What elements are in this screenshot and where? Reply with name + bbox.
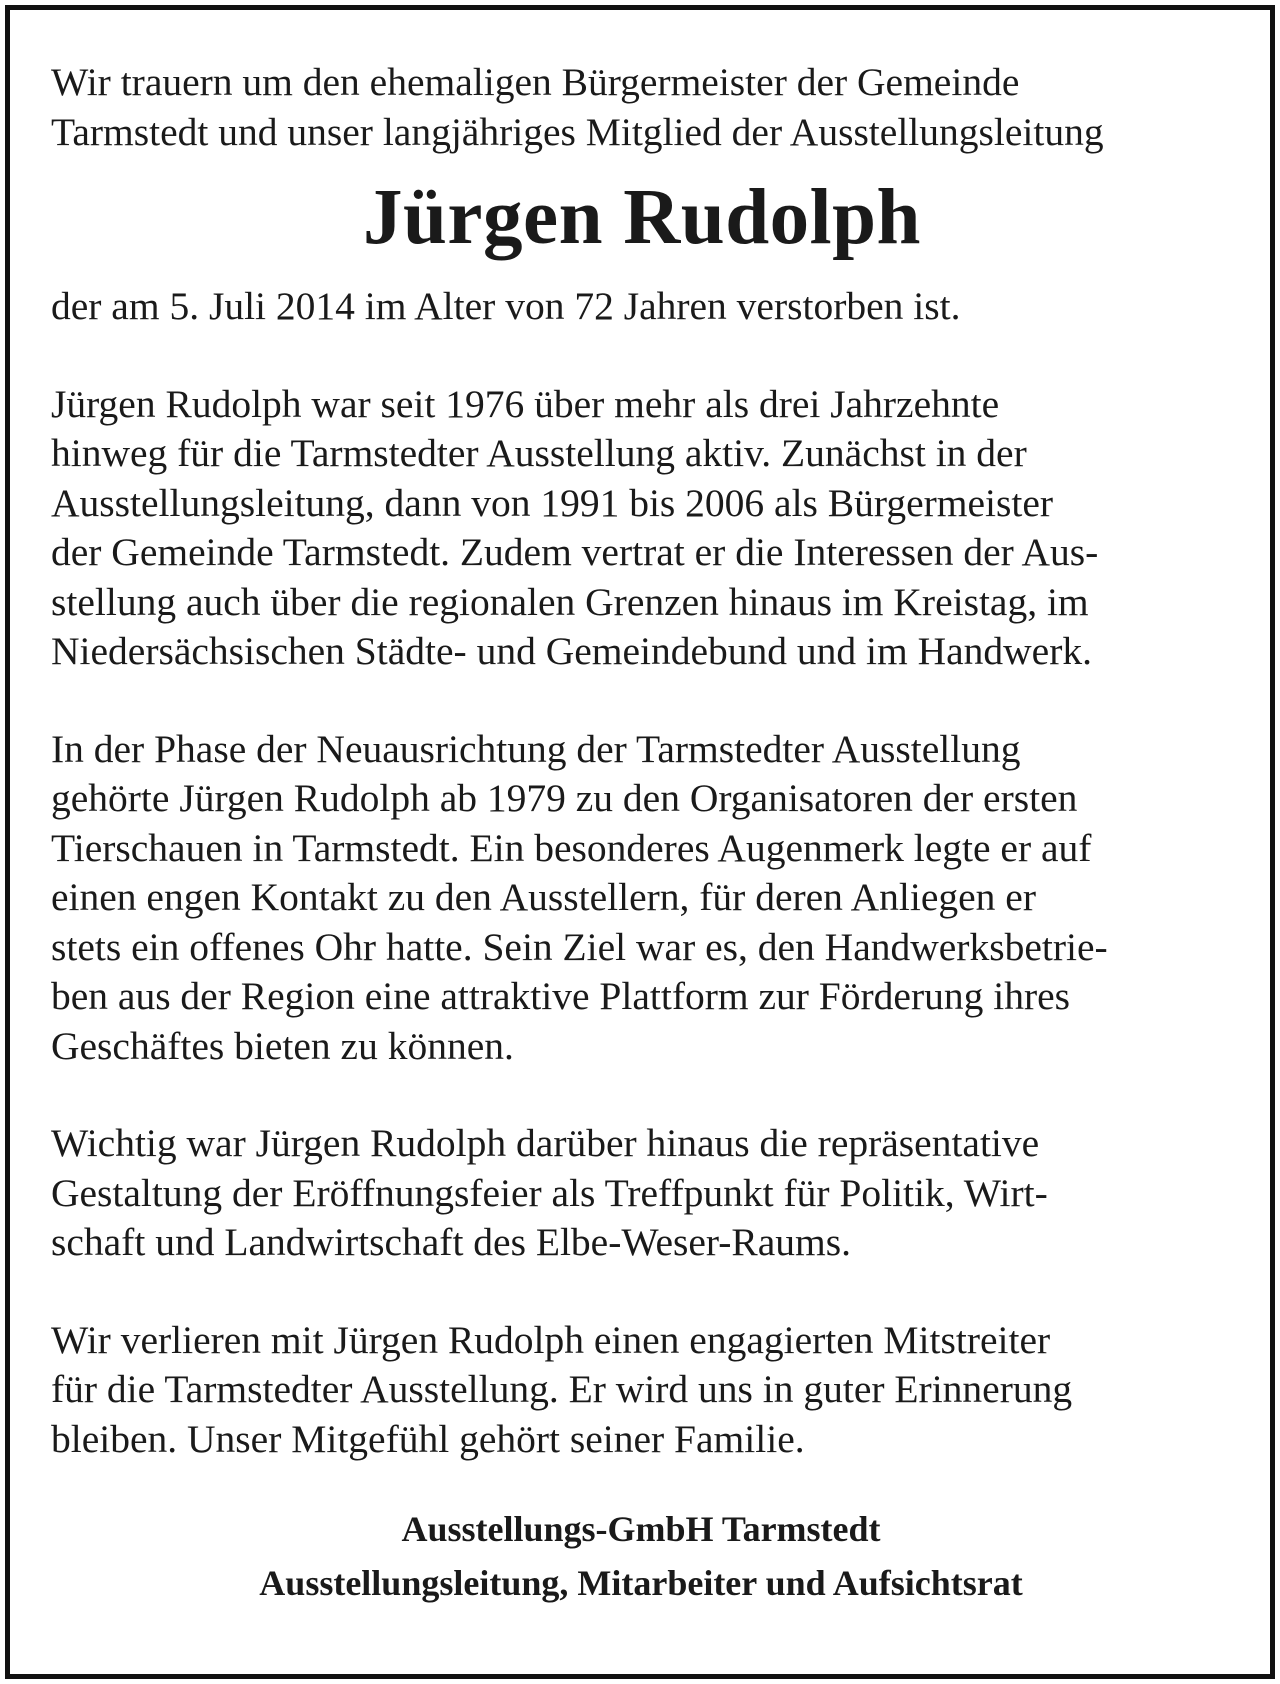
signature-organization: Ausstellungs-GmbH Tarmstedt xyxy=(401,1509,881,1549)
intro-text xyxy=(51,58,1251,157)
paragraph-line: schaft und Landwirtschaft des Elbe-Weser-Raums. xyxy=(51,1220,852,1264)
paragraph-2 xyxy=(51,725,1251,1072)
paragraph-line: einen engen Kontakt zu den Ausstellern, für deren Anliegen er xyxy=(51,875,1036,919)
paragraph-line: ben aus der Region eine attraktive Plattform zur Förderung ihres xyxy=(51,974,1071,1018)
intro-line-1: Wir trauern um den ehemaligen Bürgermeister der Gemeinde xyxy=(51,60,1020,104)
paragraph-4 xyxy=(51,1316,1251,1465)
notice-content xyxy=(51,58,1251,1610)
obituary-notice xyxy=(5,5,1275,1679)
deceased-name: Jürgen Rudolph xyxy=(363,174,921,261)
paragraph-line: stets ein offenes Ohr hatte. Sein Ziel war es, den Handwerksbetrie- xyxy=(51,924,1108,969)
paragraph-line: In der Phase der Neuausrichtung der Tarmstedter Ausstellung xyxy=(51,726,1021,771)
paragraph-line: stellung auch über die regionalen Grenzen hinaus im Kreistag, im xyxy=(51,579,1089,624)
paragraph-3 xyxy=(51,1119,1251,1268)
paragraph-line: gehörte Jürgen Rudolph ab 1979 zu den Organisatoren der ersten xyxy=(51,776,1078,820)
signature-groups: Ausstellungsleitung, Mitarbeiter und Aufsichtsrat xyxy=(259,1563,1023,1603)
paragraph-line: hinweg für die Tarmstedter Ausstellung aktiv. Zunächst in der xyxy=(51,431,1027,475)
paragraph-line: Tierschauen in Tarmstedt. Ein besonderes Augenmerk legte er auf xyxy=(51,825,1092,870)
paragraph-1 xyxy=(51,380,1251,677)
intro-line-2: Tarmstedt und unser langjähriges Mitglied der Ausstellungsleitung xyxy=(51,109,1104,154)
paragraph-line: Jürgen Rudolph war seit 1976 über mehr als drei Jahrzehnte xyxy=(51,381,1000,426)
paragraph-line: bleiben. Unser Mitgefühl gehört seiner Familie. xyxy=(51,1416,805,1461)
paragraph-line: Wichtig war Jürgen Rudolph darüber hinaus die repräsentative xyxy=(51,1121,1040,1165)
paragraph-line: Wir verlieren mit Jürgen Rudolph einen engagierten Mitstreiter xyxy=(51,1317,1051,1362)
paragraph-line: Gestaltung der Eröffnungsfeier als Treffpunkt für Politik, Wirt- xyxy=(51,1170,1048,1215)
paragraph-line: für die Tarmstedter Ausstellung. Er wird uns in guter Erinnerung xyxy=(51,1367,1073,1411)
paragraph-line: der Gemeinde Tarmstedt. Zudem vertrat er die Interessen der Aus- xyxy=(51,530,1099,574)
signature-block xyxy=(51,1502,1251,1610)
paragraph-line: Geschäftes bieten zu können. xyxy=(51,1023,514,1068)
paragraph-line: Ausstellungsleitung, dann von 1991 bis 2006 als Bürgermeister xyxy=(51,480,1054,525)
paragraph-line: Niedersächsischen Städte- und Gemeindebund und im Handwerk. xyxy=(51,629,1092,673)
death-date-line: der am 5. Juli 2014 im Alter von 72 Jahren verstorben ist. xyxy=(51,284,961,328)
